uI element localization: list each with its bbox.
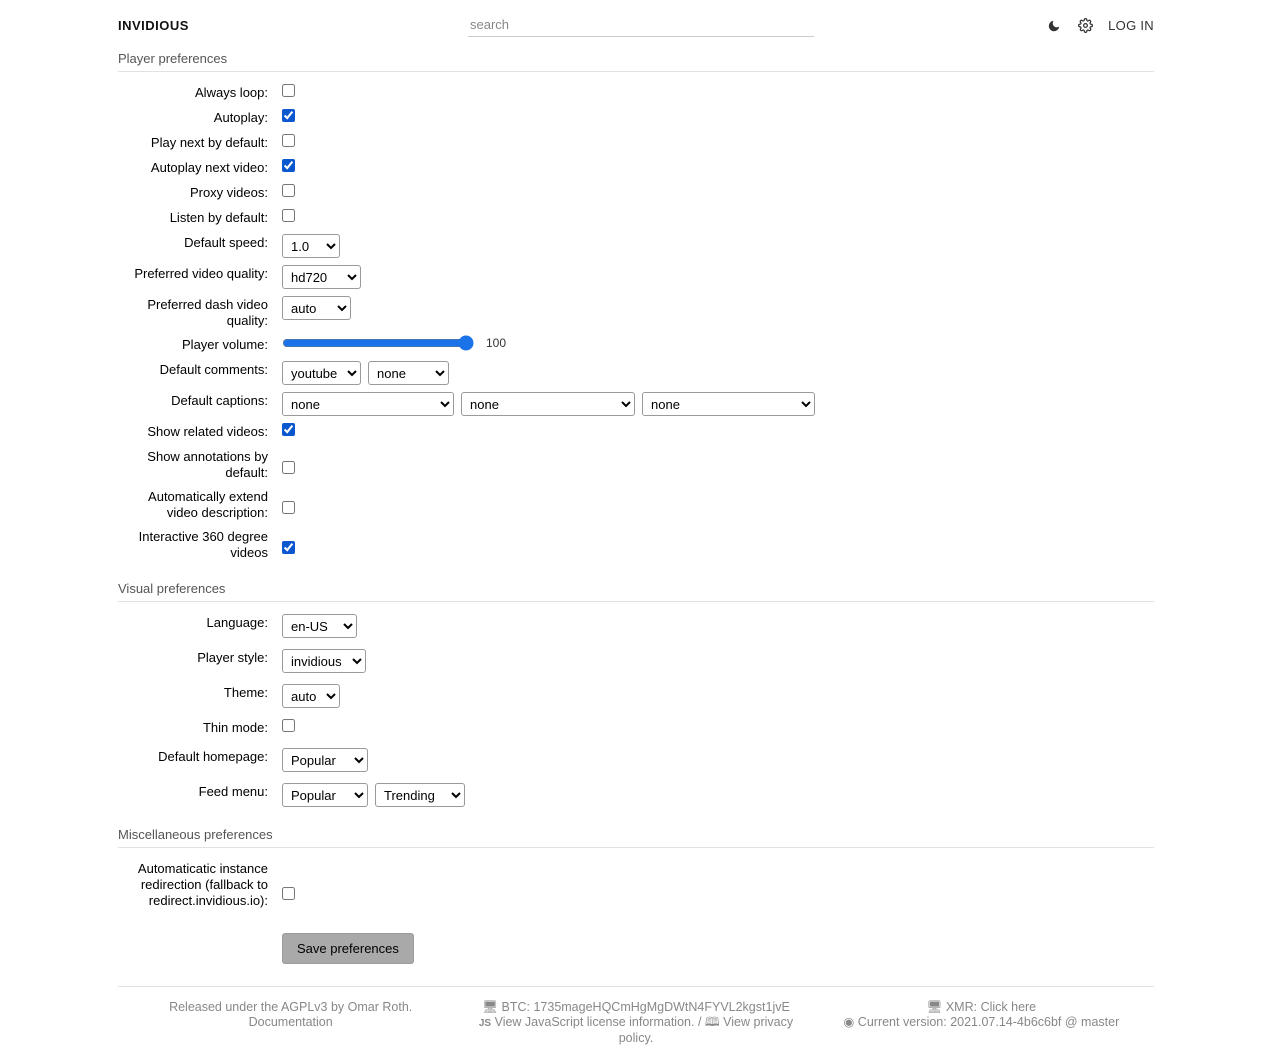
js-badge-icon: JS — [478, 1018, 492, 1029]
select-language[interactable] — [282, 614, 357, 638]
label-instance-redirect: Automaticatic instance redirection (fallback to redirect.invidious.io): — [137, 861, 268, 908]
pref-language — [118, 614, 1154, 638]
label-proxy-videos: Proxy videos: — [189, 185, 268, 200]
gear-icon[interactable] — [1077, 18, 1093, 34]
select-default-comments-secondary[interactable] — [368, 361, 449, 385]
select-feed-menu-second[interactable] — [375, 783, 465, 807]
pref-show-annotations — [118, 448, 1154, 481]
footer-current-version-line — [815, 1015, 1148, 1030]
navbar-right — [814, 18, 1154, 34]
pref-always-loop — [118, 84, 1154, 102]
select-default-captions-third[interactable] — [642, 392, 815, 416]
label-player-volume: Player volume: — [182, 337, 268, 352]
monitor-icon: 🖥 — [482, 1000, 499, 1014]
footer-license-text: Released under the AGPLv3 by Omar Roth. — [169, 1000, 413, 1014]
select-player-style[interactable] — [282, 649, 366, 673]
save-row — [118, 933, 1154, 964]
pref-autoplay-next — [118, 159, 1154, 177]
github-icon: ◉ — [843, 1015, 855, 1029]
pref-feed-menu — [118, 783, 1154, 807]
checkbox-proxy-videos[interactable] — [282, 184, 295, 197]
checkbox-interactive-360[interactable] — [282, 541, 295, 554]
label-autoplay: Autoplay: — [213, 110, 268, 125]
label-show-annotations: Show annotations by default: — [147, 449, 268, 480]
label-theme: Theme: — [223, 685, 268, 700]
checkbox-play-next[interactable] — [282, 134, 295, 147]
checkbox-show-related[interactable] — [282, 423, 295, 436]
pref-play-next — [118, 134, 1154, 152]
checkbox-show-annotations[interactable] — [282, 461, 295, 474]
pref-interactive-360 — [118, 528, 1154, 561]
select-default-speed[interactable] — [282, 234, 340, 258]
player-volume-value: 100 — [486, 336, 507, 350]
pref-default-homepage — [118, 748, 1154, 772]
footer-license-column — [118, 1000, 463, 1046]
checkbox-autoplay-next[interactable] — [282, 159, 295, 172]
pref-player-style — [118, 649, 1154, 673]
checkbox-extend-description[interactable] — [282, 501, 295, 514]
label-always-loop: Always loop: — [195, 85, 268, 100]
login-link[interactable]: LOG IN — [1108, 18, 1154, 33]
label-listen-default: Listen by default: — [169, 210, 268, 225]
select-preferred-quality[interactable] — [282, 265, 361, 289]
footer-xmr-link[interactable]: XMR: Click here — [945, 1000, 1037, 1014]
label-autoplay-next: Autoplay next video: — [150, 160, 268, 175]
label-default-comments: Default comments: — [159, 362, 268, 377]
label-default-speed: Default speed: — [184, 235, 268, 250]
label-default-captions: Default captions: — [171, 393, 268, 408]
footer-donate-column — [463, 1000, 808, 1046]
footer-separator: / — [697, 1015, 702, 1029]
top-navbar — [0, 0, 1272, 47]
label-feed-menu: Feed menu: — [198, 784, 268, 799]
pref-player-volume — [118, 336, 1154, 354]
checkbox-always-loop[interactable] — [282, 84, 295, 97]
checkbox-thin-mode[interactable] — [282, 719, 295, 732]
save-preferences-button[interactable]: Save preferences — [282, 933, 414, 964]
select-default-homepage[interactable] — [282, 748, 368, 772]
label-play-next: Play next by default: — [150, 135, 268, 150]
page-footer — [118, 986, 1154, 1046]
checkbox-instance-redirect[interactable] — [282, 887, 295, 900]
select-theme[interactable] — [282, 684, 340, 708]
pref-default-speed — [118, 234, 1154, 258]
checkbox-autoplay[interactable] — [282, 109, 295, 122]
pref-proxy-videos — [118, 184, 1154, 202]
footer-version-link[interactable]: Current version: 2021.07.14-4b6c6bf @ master — [857, 1015, 1120, 1029]
select-default-captions-second[interactable] — [461, 392, 635, 416]
label-extend-description: Automatically extend video description: — [148, 489, 268, 520]
slider-player-volume[interactable] — [282, 336, 474, 350]
pref-default-comments — [118, 361, 1154, 385]
select-feed-menu-first[interactable] — [282, 783, 368, 807]
select-preferred-dash-quality[interactable] — [282, 296, 351, 320]
section-player-preferences: Player preferences — [118, 47, 1154, 72]
footer-js-line — [469, 1015, 802, 1046]
monitor-icon: 🖥 — [926, 1000, 943, 1014]
pref-preferred-quality — [118, 265, 1154, 289]
footer-documentation-link[interactable]: Documentation — [248, 1015, 333, 1029]
label-thin-mode: Thin mode: — [202, 720, 268, 735]
label-preferred-dash-quality: Preferred dash video quality: — [147, 297, 268, 328]
label-show-related: Show related videos: — [147, 424, 268, 439]
section-visual-preferences: Visual preferences — [118, 577, 1154, 602]
footer-btc-link[interactable]: BTC: 1735mageHQCmHgMgDWtN4FYVL2kgst1jvE — [501, 1000, 790, 1014]
footer-privacy-link[interactable]: View privacy policy. — [618, 1015, 794, 1045]
pref-instance-redirect — [118, 860, 1154, 909]
pref-listen-default — [118, 209, 1154, 227]
footer-js-license-link[interactable]: View JavaScript license information. — [494, 1015, 695, 1029]
pref-extend-description — [118, 488, 1154, 521]
pref-autoplay — [118, 109, 1154, 127]
label-language: Language: — [206, 615, 268, 630]
label-preferred-quality: Preferred video quality: — [134, 266, 268, 281]
search-input[interactable] — [468, 14, 814, 37]
book-icon: 🕮 — [704, 1015, 720, 1029]
label-player-style: Player style: — [197, 650, 268, 665]
select-default-comments-primary[interactable] — [282, 361, 361, 385]
label-default-homepage: Default homepage: — [158, 749, 268, 764]
pref-default-captions — [118, 392, 1154, 416]
select-default-captions-first[interactable] — [282, 392, 454, 416]
pref-show-related — [118, 423, 1154, 441]
search-container — [468, 14, 814, 37]
section-misc-preferences: Miscellaneous preferences — [118, 823, 1154, 848]
checkbox-listen-default[interactable] — [282, 209, 295, 222]
preferences-content — [0, 47, 1272, 964]
pref-preferred-dash-quality — [118, 296, 1154, 329]
label-interactive-360: Interactive 360 degree videos — [138, 529, 268, 560]
pref-theme — [118, 684, 1154, 708]
site-logo[interactable]: INVIDIOUS — [118, 18, 189, 33]
footer-version-column — [809, 1000, 1154, 1046]
pref-thin-mode — [118, 719, 1154, 737]
moon-icon[interactable] — [1046, 18, 1062, 34]
